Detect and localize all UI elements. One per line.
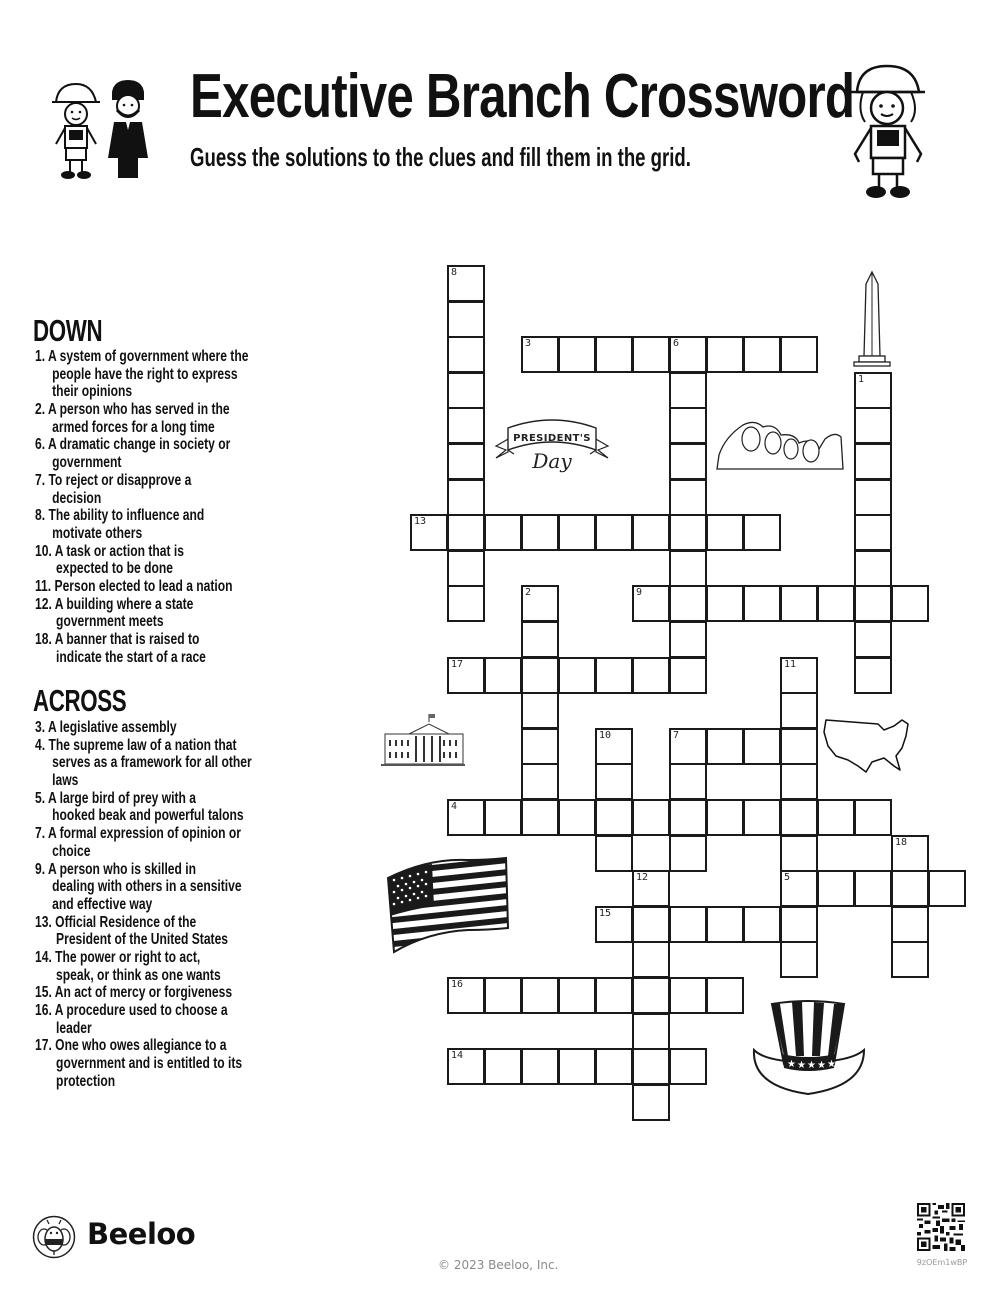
grid-cell[interactable]	[669, 728, 707, 765]
grid-cell[interactable]	[669, 799, 707, 836]
grid-cell[interactable]	[854, 514, 892, 551]
grid-cell[interactable]	[854, 621, 892, 658]
down-clue-list	[35, 348, 295, 666]
cell-number: 16	[451, 979, 464, 990]
clue-text-line: dealing with others in a sensitive	[52, 878, 242, 896]
washington-character-right-icon	[845, 62, 931, 200]
grid-cell[interactable]	[743, 514, 781, 551]
grid-cell[interactable]	[669, 657, 707, 694]
grid-cell[interactable]	[558, 336, 596, 373]
grid-cell[interactable]	[891, 870, 929, 907]
clue-text-line: people have the right to express	[52, 365, 238, 383]
grid-cell[interactable]	[595, 799, 633, 836]
grid-cell[interactable]	[854, 407, 892, 444]
grid-cell[interactable]	[447, 301, 485, 338]
grid-cell[interactable]	[780, 336, 818, 373]
clue-across-5	[35, 790, 295, 825]
clue-text-line: protection	[56, 1072, 116, 1090]
clue-text-line: 17. One who owes allegiance to a	[35, 1037, 227, 1055]
usa-map-icon	[822, 716, 922, 776]
clue-text-line: 18. A banner that is raised to	[35, 631, 200, 648]
grid-cell[interactable]	[817, 870, 855, 907]
grid-cell[interactable]	[780, 870, 818, 907]
grid-cell[interactable]	[447, 657, 485, 694]
cell-number: 15	[599, 907, 612, 919]
grid-cell[interactable]	[447, 407, 485, 444]
grid-cell[interactable]	[669, 835, 707, 872]
grid-cell[interactable]	[521, 692, 559, 729]
grid-cell[interactable]	[669, 977, 707, 1014]
clue-across-17	[35, 1037, 295, 1090]
grid-cell[interactable]	[780, 728, 818, 765]
grid-cell[interactable]	[854, 799, 892, 836]
clue-text-line: armed forces for a long time	[52, 418, 215, 436]
grid-cell[interactable]	[706, 514, 744, 551]
grid-cell[interactable]	[484, 657, 522, 694]
grid-cell[interactable]	[669, 906, 707, 943]
grid-cell[interactable]	[891, 835, 929, 872]
clue-down-11	[35, 578, 295, 596]
grid-cell[interactable]	[669, 621, 707, 658]
grid-cell[interactable]	[410, 514, 448, 551]
clue-text-line: 11. Person elected to lead a nation	[35, 577, 233, 595]
qr-code-icon[interactable]	[917, 1203, 965, 1251]
grid-cell[interactable]	[780, 657, 818, 694]
washington-monument-icon	[852, 270, 892, 370]
page-subtitle: Guess the solutions to the clues and fill them in the grid.	[190, 142, 691, 172]
grid-cell[interactable]	[484, 977, 522, 1014]
clue-text-line: expected to be done	[56, 560, 173, 578]
cell-number: 5	[784, 872, 791, 884]
uncle-sam-hat-icon	[750, 1000, 868, 1096]
grid-cell[interactable]	[780, 906, 818, 943]
clue-text-line: laws	[52, 772, 79, 790]
grid-cell[interactable]	[521, 763, 559, 800]
clue-across-7	[35, 825, 295, 860]
beeloo-bee-logo-icon	[32, 1215, 76, 1259]
clue-text-line: their opinions	[52, 383, 133, 401]
grid-cell[interactable]	[632, 585, 670, 622]
cell-number: 1	[858, 373, 865, 385]
grid-cell[interactable]	[595, 514, 633, 551]
cell-number: 6	[673, 338, 680, 350]
grid-cell[interactable]	[854, 372, 892, 409]
grid-cell[interactable]	[891, 585, 929, 622]
grid-cell[interactable]	[484, 799, 522, 836]
grid-cell[interactable]	[706, 906, 744, 943]
clue-text-line: 16. A procedure used to choose a	[35, 1002, 228, 1019]
grid-cell[interactable]	[558, 1048, 596, 1085]
grid-cell[interactable]	[743, 336, 781, 373]
cell-number: 13	[414, 516, 427, 528]
clue-text-line: hooked beak and powerful talons	[52, 807, 244, 825]
clue-text-line: 7. To reject or disapprove a	[35, 471, 192, 489]
clue-text-line: 15. An act of mercy or forgiveness	[35, 984, 233, 1002]
grid-cell[interactable]	[780, 941, 818, 978]
clue-text-line: 4. The supreme law of a nation that	[35, 736, 237, 754]
american-flag-icon	[384, 856, 510, 954]
grid-cell[interactable]	[632, 906, 670, 943]
grid-cell[interactable]	[854, 585, 892, 622]
grid-cell[interactable]	[669, 443, 707, 480]
grid-cell[interactable]	[632, 336, 670, 373]
grid-cell[interactable]	[521, 1048, 559, 1085]
clue-across-15	[35, 984, 295, 1002]
clue-text-line: government	[52, 454, 122, 472]
grid-cell[interactable]	[595, 728, 633, 765]
grid-cell[interactable]	[780, 585, 818, 622]
grid-cell[interactable]	[447, 977, 485, 1014]
grid-cell[interactable]	[521, 585, 559, 622]
page-title: Executive Branch Crossword	[190, 62, 855, 131]
clue-across-16	[35, 1002, 295, 1037]
clue-across-3	[35, 719, 295, 737]
grid-cell[interactable]	[706, 336, 744, 373]
clue-text-line: 6. A dramatic change in society or	[35, 436, 231, 454]
grid-cell[interactable]	[669, 407, 707, 444]
banner-text: PRESIDENT'S	[513, 433, 591, 444]
grid-cell[interactable]	[447, 799, 485, 836]
grid-cell[interactable]	[595, 336, 633, 373]
grid-cell[interactable]	[632, 1013, 670, 1050]
mount-rushmore-icon	[715, 415, 845, 471]
grid-cell[interactable]	[891, 906, 929, 943]
grid-cell[interactable]	[743, 906, 781, 943]
cell-number: 2	[525, 587, 532, 599]
grid-cell[interactable]	[743, 799, 781, 836]
cell-number: 8	[451, 267, 458, 278]
grid-cell[interactable]	[558, 977, 596, 1014]
grid-cell[interactable]	[521, 977, 559, 1014]
qr-code-label: 9zOEm1wBP	[916, 1258, 968, 1267]
grid-cell[interactable]	[595, 906, 633, 943]
cell-number: 7	[673, 729, 680, 741]
clue-text-line: indicate the start of a race	[56, 648, 206, 666]
grid-cell[interactable]	[595, 835, 633, 872]
grid-cell[interactable]	[632, 514, 670, 551]
grid-cell[interactable]	[558, 514, 596, 551]
clue-text-line: decision	[52, 489, 102, 507]
grid-cell[interactable]	[669, 763, 707, 800]
grid-cell[interactable]	[447, 372, 485, 409]
clue-text-line: speak, or think as one wants	[56, 966, 221, 984]
grid-cell[interactable]	[669, 585, 707, 622]
cell-number: 10	[599, 729, 612, 741]
grid-cell[interactable]	[706, 977, 744, 1014]
clue-text-line: government and is entitled to its	[56, 1055, 243, 1073]
grid-cell[interactable]	[632, 977, 670, 1014]
grid-cell[interactable]	[447, 514, 485, 551]
cell-number: 11	[784, 658, 797, 670]
grid-cell[interactable]	[521, 657, 559, 694]
grid-cell[interactable]	[632, 799, 670, 836]
cell-number: 4	[451, 801, 458, 812]
grid-cell[interactable]	[447, 336, 485, 373]
grid-cell[interactable]	[447, 585, 485, 622]
grid-cell[interactable]	[669, 336, 707, 373]
grid-cell[interactable]	[521, 728, 559, 765]
grid-cell[interactable]	[521, 621, 559, 658]
grid-cell[interactable]	[669, 550, 707, 587]
grid-cell[interactable]	[706, 728, 744, 765]
clue-across-4	[35, 737, 295, 790]
clue-down-10	[35, 543, 295, 578]
clue-down-7	[35, 472, 295, 507]
washington-character-icon	[48, 78, 160, 183]
clue-text-line: 7. A formal expression of opinion or	[35, 825, 242, 843]
grid-cell[interactable]	[928, 870, 966, 907]
grid-cell[interactable]	[632, 941, 670, 978]
clue-text-line: government meets	[56, 613, 164, 631]
clue-text-line: 10. A task or action that is	[35, 542, 184, 560]
clue-text-line: choice	[52, 842, 91, 860]
clue-text-line: 1. A system of government where the	[35, 348, 249, 365]
grid-cell[interactable]	[817, 799, 855, 836]
clue-across-13	[35, 914, 295, 949]
grid-cell[interactable]	[854, 479, 892, 516]
clue-down-6	[35, 436, 295, 471]
grid-cell[interactable]	[521, 514, 559, 551]
clue-text-line: motivate others	[52, 524, 143, 542]
grid-cell[interactable]	[558, 657, 596, 694]
clue-across-9	[35, 861, 295, 914]
grid-cell[interactable]	[521, 336, 559, 373]
grid-cell[interactable]	[447, 550, 485, 587]
grid-cell[interactable]	[854, 443, 892, 480]
clue-text-line: 5. A large bird of prey with a	[35, 789, 197, 807]
clue-text-line: 8. The ability to influence and	[35, 507, 205, 525]
clue-text-line: President of the United States	[56, 931, 229, 949]
grid-cell[interactable]	[743, 585, 781, 622]
grid-cell[interactable]	[632, 870, 670, 907]
clue-text-line: 13. Official Residence of the	[35, 913, 197, 931]
clue-down-18	[35, 631, 295, 666]
grid-cell[interactable]	[743, 728, 781, 765]
grid-cell[interactable]	[817, 585, 855, 622]
grid-cell[interactable]	[447, 479, 485, 516]
grid-cell[interactable]	[632, 1084, 670, 1121]
cell-number: 9	[636, 587, 643, 599]
grid-cell[interactable]	[780, 763, 818, 800]
clue-text-line: serves as a framework for all other	[52, 754, 252, 772]
svg-text:★: ★	[787, 1059, 796, 1070]
copyright-text: © 2023 Beeloo, Inc.	[438, 1258, 559, 1272]
cell-number: 12	[636, 872, 649, 884]
grid-cell[interactable]	[780, 835, 818, 872]
clue-down-12	[35, 596, 295, 631]
svg-text:★: ★	[797, 1060, 806, 1071]
svg-text:★: ★	[827, 1059, 836, 1070]
grid-cell[interactable]	[595, 763, 633, 800]
down-heading: DOWN	[33, 313, 103, 348]
clue-text-line: 2. A person who has served in the	[35, 401, 230, 419]
cell-number: 3	[525, 338, 532, 350]
grid-cell[interactable]	[447, 443, 485, 480]
across-heading: ACROSS	[33, 683, 127, 718]
presidents-day-banner-icon	[494, 416, 610, 476]
grid-cell[interactable]	[854, 550, 892, 587]
grid-cell[interactable]	[706, 585, 744, 622]
grid-cell[interactable]	[484, 514, 522, 551]
grid-cell[interactable]	[595, 1048, 633, 1085]
grid-cell[interactable]	[854, 657, 892, 694]
grid-cell[interactable]	[558, 799, 596, 836]
cell-number: 17	[451, 658, 464, 670]
clue-down-8	[35, 507, 295, 542]
grid-cell[interactable]	[484, 1048, 522, 1085]
clue-text-line: leader	[56, 1019, 92, 1037]
grid-cell[interactable]	[891, 941, 929, 978]
white-house-icon	[381, 712, 465, 768]
grid-cell[interactable]	[632, 657, 670, 694]
grid-cell[interactable]	[669, 1048, 707, 1085]
cell-number: 14	[451, 1050, 464, 1062]
clue-text-line: 3. A legislative assembly	[35, 719, 177, 736]
grid-cell[interactable]	[669, 372, 707, 409]
banner-day-text: Day	[532, 449, 572, 473]
clue-text-line: and effective way	[52, 895, 153, 913]
clue-text-line: 14. The power or right to act,	[35, 948, 201, 966]
grid-cell[interactable]	[669, 514, 707, 551]
grid-cell[interactable]	[447, 265, 485, 302]
grid-cell[interactable]	[632, 1048, 670, 1085]
brand-name: Beeloo	[87, 1217, 196, 1251]
svg-text:★: ★	[807, 1060, 816, 1071]
svg-text:★: ★	[817, 1060, 826, 1071]
grid-cell[interactable]	[447, 1048, 485, 1085]
grid-cell[interactable]	[780, 692, 818, 729]
across-clue-list	[35, 719, 295, 1090]
clue-down-1	[35, 348, 295, 401]
grid-cell[interactable]	[669, 479, 707, 516]
clue-across-14	[35, 949, 295, 984]
grid-cell[interactable]	[595, 657, 633, 694]
grid-cell[interactable]	[521, 799, 559, 836]
grid-cell[interactable]	[706, 799, 744, 836]
clue-text-line: 12. A building where a state	[35, 595, 194, 613]
cell-number: 18	[895, 836, 908, 848]
clue-text-line: 9. A person who is skilled in	[35, 860, 197, 878]
grid-cell[interactable]	[854, 870, 892, 907]
grid-cell[interactable]	[780, 799, 818, 836]
clue-down-2	[35, 401, 295, 436]
grid-cell[interactable]	[595, 977, 633, 1014]
